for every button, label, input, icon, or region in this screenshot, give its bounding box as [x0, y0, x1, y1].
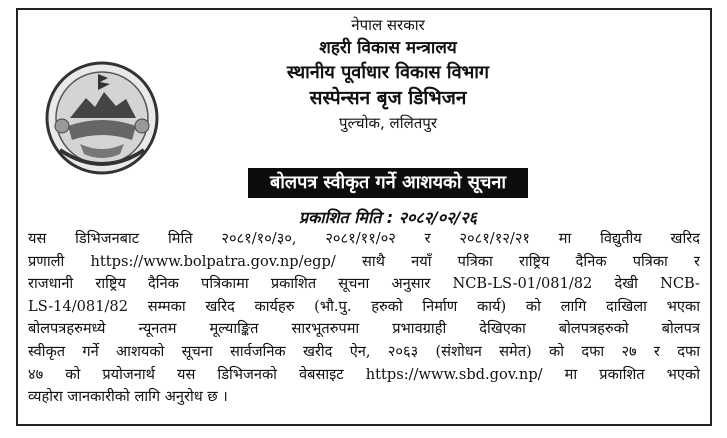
body-line: ४७ को प्रयोजनार्थ यस डिभिजनको वेबसाइट https://www.sbd.gov.np/ मा प्रकाशित भएको [28, 365, 700, 383]
notice-title: बोलपत्र स्वीकृत गर्ने आशयको सूचना [248, 168, 528, 198]
body-line: प्रणाली https://www.bolpatra.gov.np/egp/ साथै नयाँ पत्रिका राष्ट्रिय दैनिक पत्रिका र [28, 252, 700, 270]
ministry-name: शहरी विकास मन्त्रालय [319, 38, 457, 58]
body-line: बोलपत्रहरुमध्ये न्यूनतम मूल्याङ्कित सारभूतरुपमा प्रभावग्राही देखिएका बोलपत्रहरुको बोलपत्र [28, 320, 700, 338]
body-line: व्यहोरा जानकारीको लागि अनुरोध छ । [28, 388, 228, 406]
body-line: राजधानी राष्ट्रिय दैनिक पत्रिकामा प्रकाशित सूचना अनुसार NCB-LS-01/081/82 देखी NCB- [28, 275, 700, 293]
public-notice [16, 8, 712, 426]
body-line: स्वीकृत गर्ने आशयको सूचना सार्वजनिक खरीद ऐन, २०६३ (संशोधन समेत) को दफा २७ र दफा [28, 342, 700, 360]
department-name: स्थानीय पूर्वाधार विकास विभाग [286, 62, 490, 83]
published-date: प्रकाशित मिति : २०८२/०२/२६ [298, 208, 477, 227]
office-header [18, 14, 710, 135]
body-line: LS-14/081/82 सम्मका खरिद कार्यहरु (भौ.पु. हरुको निर्माण कार्य) को लागि दाखिला भएका [28, 297, 700, 315]
division-name: सस्पेन्सन बृज डिभिजन [309, 87, 467, 109]
office-address: पुल्चोक, ललितपुर [339, 114, 437, 132]
government-name: नेपाल सरकार [351, 16, 425, 34]
notice-body [28, 228, 700, 409]
body-line: यस डिभिजनबाट मिति २०८१/१०/३०, २०८१/११/०२ र २०८१/१२/२१ मा विद्युतीय खरिद [28, 230, 700, 247]
